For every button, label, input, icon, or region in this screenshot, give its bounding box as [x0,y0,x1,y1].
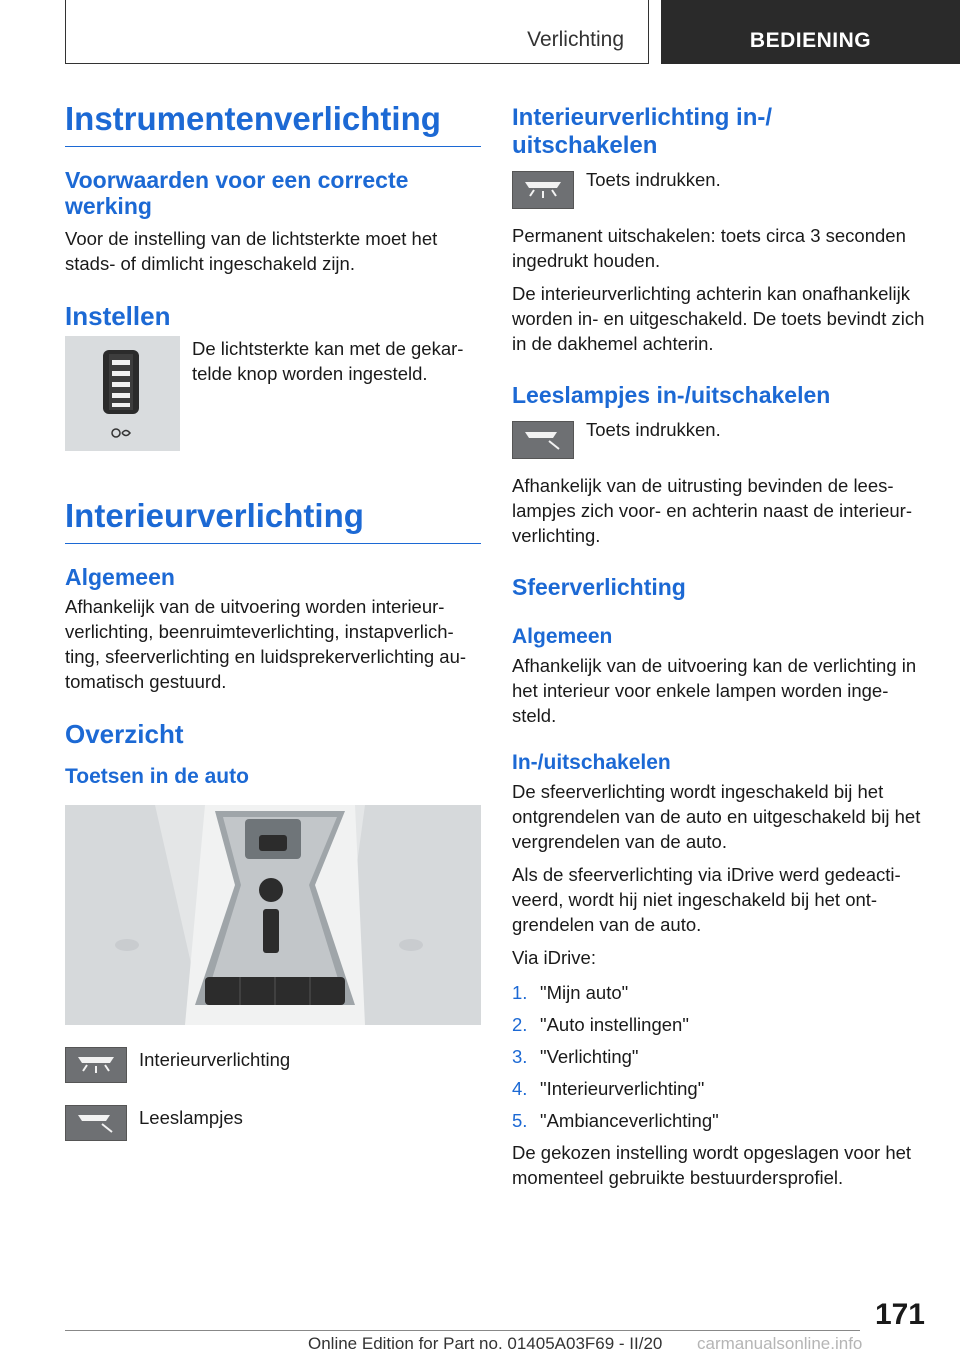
dimmer-knob-icon [65,336,180,451]
left-column [65,100,481,1141]
legend-lees-label: Leeslampjes [139,1107,243,1129]
heading-instrumentenverlichting: Instrumentenverlichting [65,100,481,147]
heading-algemeen: Algemeen [65,563,175,590]
legend-interieur-label: Interieurverlichting [139,1049,291,1071]
heading-overzicht: Overzicht [65,719,184,750]
legend-interieur-row [65,1047,481,1083]
heading-leeslampjes: Leeslampjes in-/uitschakelen [512,382,831,409]
roof-console-photo [65,805,481,1025]
text-achterin: De interieurverlichting achterin kan onafhankelijk worden in- en uitgeschakeld. De toets bevindt zich in de dakhemel achterin. [512,283,925,355]
heading-interieur-inuit: Interieurverlichting in-/ uitschakelen [512,104,773,159]
text-sfeer-algemeen: Afhankelijk van de uitvoering kan de verlichting in het interieur voor enkele lampen worden inge-steld. [512,655,917,727]
heading-sfeer-inuit: In-/uitschakelen [512,751,671,775]
page-number: 171 [874,1298,925,1331]
text-idrive-off: Als de sfeerverlichting via iDrive werd gedeacti-veerd, wordt hij niet ingeschakeld bij het ont-grendelen van de auto. [512,864,901,936]
idrive-steps [512,980,926,1133]
roof-console-icon [65,805,481,1025]
interior-light-icon [65,1047,127,1083]
heading-instellen: Instellen [65,300,171,331]
legend-lees-row [65,1105,481,1141]
text-lees: Afhankelijk van de uitrusting bevinden de lees-lampjes zich voor- en achterin naast de interieur-verlichting. [512,474,912,546]
text-via-idrive: Via iDrive: [512,947,596,969]
heading-sfeerverlichting: Sfeerverlichting [512,573,686,600]
step-item: 2. "Auto instellingen" [512,1014,689,1036]
heading-interieurverlichting: Interieurverlichting [65,497,481,544]
step-item: 1. "Mijn auto" [512,982,629,1004]
header-chapter-tab: BEDIENING [661,0,960,64]
step-item: 4. "Interieurverlichting" [512,1078,705,1100]
text-toets2: Toets indrukken. [586,418,721,440]
header-section-title: Verlichting [527,28,624,51]
heading-toetsen: Toetsen in de auto [65,764,249,788]
text-algemeen: Afhankelijk van de uitvoering worden interieur-verlichting, beenruimteverlichting, instapverlich-ting, sfeerverlichting en luidsprekerverlichting au-tomatisch gestuurd. [65,596,467,693]
footer-divider [65,1330,860,1331]
text-permanent: Permanent uitschakelen: toets circa 3 seconden ingedrukt houden. [512,225,906,272]
footer-watermark: carmanualsonline.info [697,1334,863,1353]
heading-sfeer-algemeen: Algemeen [512,625,613,649]
step-item: 3. "Verlichting" [512,1046,639,1068]
right-column [512,104,926,1190]
footer-edition: Online Edition for Part no. 01405A03F69 - II/20 [308,1334,663,1353]
text-sfeer-aan: De sfeerverlichting wordt ingeschakeld bij het ontgrendelen van de auto en uitgeschakeld bij het vergrendelen van de auto. [512,781,921,853]
heading-voorwaarden: Voorwaarden voor een correcte werking [65,166,409,220]
reading-light-key-icon [512,421,574,459]
text-instellen: De lichtsterkte kan met de gekar-telde knop worden ingesteld. [192,337,464,384]
dimmer-knob-photo [65,336,180,451]
step-item: 5. "Ambianceverlichting" [512,1110,719,1132]
interior-light-key-icon [512,171,574,209]
header-section-box [65,0,649,64]
toets1-row [512,171,926,209]
instellen-row [65,336,481,451]
text-profiel: De gekozen instelling wordt opgeslagen voor het momenteel gebruikte bestuurdersprofiel. [512,1142,912,1189]
text-toets1: Toets indrukken. [586,169,721,191]
text-voorwaarden: Voor de instelling van de lichtsterkte moet het stads- of dimlicht ingeschakeld zijn. [65,227,438,274]
reading-light-icon [65,1105,127,1141]
toets2-row [512,418,926,459]
